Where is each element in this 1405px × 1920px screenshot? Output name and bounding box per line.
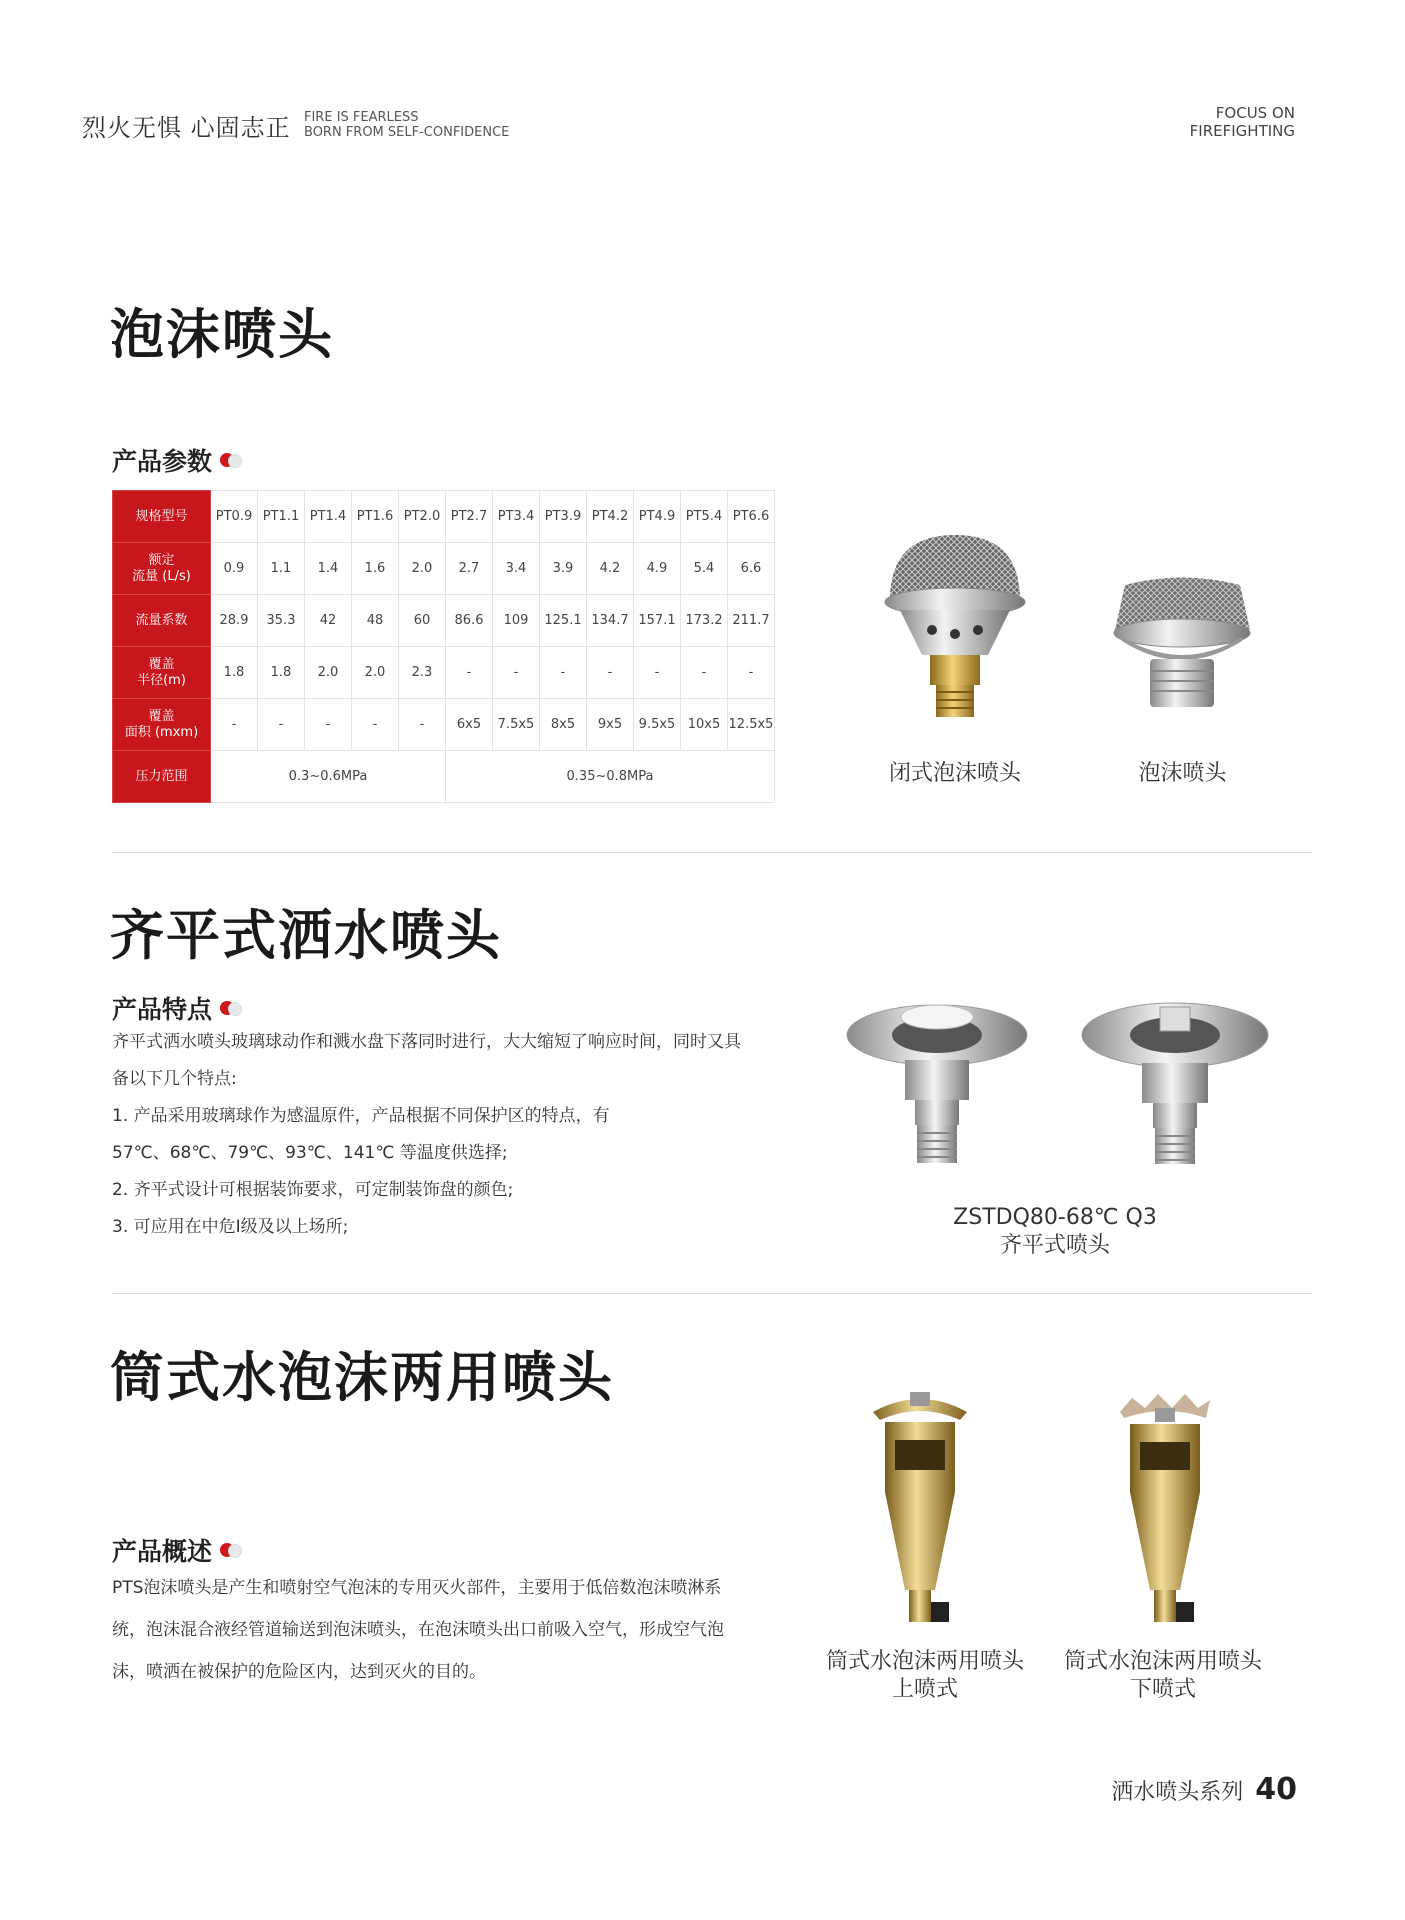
caption-line: ZSTDQ80-68℃ Q3 — [953, 1205, 1157, 1230]
table-cell: PT3.4 — [493, 491, 540, 543]
row-header: 规格型号 — [113, 491, 211, 543]
table-cell: PT2.0 — [399, 491, 446, 543]
row-header-line: 覆盖 — [148, 708, 175, 724]
table-cell: 1.8 — [258, 647, 305, 699]
row-header: 压力范围 — [113, 751, 211, 803]
table-cell: - — [681, 647, 728, 699]
table-cell: 109 — [493, 595, 540, 647]
table-cell: 2.3 — [399, 647, 446, 699]
table-cell: 0.3~0.6MPa — [211, 751, 446, 803]
table-row — [113, 543, 775, 595]
table-cell: 28.9 — [211, 595, 258, 647]
table-cell: 1.4 — [305, 543, 352, 595]
section-divider — [112, 1293, 1312, 1294]
table-cell: 2.7 — [446, 543, 493, 595]
row-header: 流量系数 — [113, 595, 211, 647]
table-cell: 8x5 — [540, 699, 587, 751]
section-flush-title: 齐平式洒水喷头 — [110, 904, 502, 967]
table-cell: - — [634, 647, 681, 699]
row-header-line: 半径(m) — [137, 672, 186, 688]
table-cell: 157.1 — [634, 595, 681, 647]
table-cell: PT4.2 — [587, 491, 634, 543]
table-cell: PT5.4 — [681, 491, 728, 543]
section-flush-subtitle — [112, 990, 244, 1026]
table-cell: PT1.4 — [305, 491, 352, 543]
red-dot-icon — [220, 453, 244, 467]
table-cell: 1.8 — [211, 647, 258, 699]
table-row — [113, 491, 775, 543]
dual-caption-pendent — [1048, 1648, 1278, 1704]
section-foam-subtitle — [112, 442, 244, 478]
flush-caption — [900, 1204, 1210, 1260]
header-slogan-en — [304, 110, 509, 140]
table-cell: 3.9 — [540, 543, 587, 595]
table-cell: 42 — [305, 595, 352, 647]
table-cell: - — [540, 647, 587, 699]
row-header-line: 面积 (mxm) — [124, 724, 199, 740]
table-cell: 4.2 — [587, 543, 634, 595]
table-cell: 125.1 — [540, 595, 587, 647]
slogan-en-line-1: FIRE IS FEARLESS — [304, 110, 419, 125]
table-cell: 134.7 — [587, 595, 634, 647]
table-cell: - — [352, 699, 399, 751]
table-cell: PT6.6 — [728, 491, 775, 543]
table-cell: 9x5 — [587, 699, 634, 751]
table-cell: 173.2 — [681, 595, 728, 647]
row-header-line: 流量 (L/s) — [132, 568, 191, 584]
caption-line: 筒式水泡沫两用喷头 — [825, 1649, 1024, 1674]
row-header-line: 额定 — [148, 552, 175, 568]
section-divider — [112, 852, 1312, 853]
text-line: PTS泡沫喷头是产生和喷射空气泡沫的专用灭火部件，主要用于低倍数泡沫喷淋系 — [112, 1578, 722, 1598]
table-cell: 86.6 — [446, 595, 493, 647]
table-cell: PT2.7 — [446, 491, 493, 543]
table-cell: 2.0 — [352, 647, 399, 699]
table-row — [113, 595, 775, 647]
flush-features-text — [112, 1024, 792, 1246]
caption-line: 齐平式喷头 — [999, 1233, 1110, 1258]
table-cell: - — [493, 647, 540, 699]
slogan-en-line-2: BORN FROM SELF-CONFIDENCE — [304, 125, 510, 140]
table-row — [113, 751, 775, 803]
section-dual-subtitle — [112, 1532, 244, 1568]
upright-dual-nozzle-image — [865, 1390, 975, 1630]
dual-caption-upright — [810, 1648, 1040, 1704]
table-cell: 35.3 — [258, 595, 305, 647]
table-cell: PT0.9 — [211, 491, 258, 543]
subtitle-text: 产品特点 — [112, 995, 213, 1024]
subtitle-text: 产品参数 — [112, 447, 213, 476]
table-cell: - — [305, 699, 352, 751]
dual-overview-text — [112, 1567, 802, 1693]
table-cell: 10x5 — [681, 699, 728, 751]
product-caption: 闭式泡沫喷头 — [888, 761, 1021, 786]
header-focus — [1190, 104, 1295, 140]
table-cell: - — [728, 647, 775, 699]
table-cell: - — [211, 699, 258, 751]
table-cell: 60 — [399, 595, 446, 647]
spec-table — [112, 490, 775, 803]
foam-nozzle-image — [1100, 575, 1265, 725]
table-row — [113, 699, 775, 751]
table-cell: 1.1 — [258, 543, 305, 595]
table-cell: 12.5x5 — [728, 699, 775, 751]
table-cell: PT4.9 — [634, 491, 681, 543]
closed-foam-nozzle-image — [870, 530, 1040, 730]
row-header — [113, 647, 211, 699]
focus-line-1: FOCUS ON — [1215, 104, 1295, 122]
red-dot-icon — [220, 1001, 244, 1015]
table-cell: 211.7 — [728, 595, 775, 647]
table-cell: 1.6 — [352, 543, 399, 595]
table-cell: - — [399, 699, 446, 751]
caption-line: 上喷式 — [891, 1677, 958, 1702]
table-cell: PT1.6 — [352, 491, 399, 543]
footer — [1111, 1772, 1297, 1807]
caption-line: 筒式水泡沫两用喷头 — [1063, 1649, 1262, 1674]
table-cell: 6.6 — [728, 543, 775, 595]
table-cell: 4.9 — [634, 543, 681, 595]
text-line: 统，泡沫混合液经管道输送到泡沫喷头，在泡沫喷头出口前吸入空气，形成空气泡 — [112, 1620, 724, 1640]
page-number: 40 — [1255, 1772, 1297, 1807]
row-header — [113, 543, 211, 595]
table-cell: 0.35~0.8MPa — [446, 751, 775, 803]
table-cell: PT1.1 — [258, 491, 305, 543]
subtitle-text: 产品概述 — [112, 1537, 213, 1566]
text-line: 3. 可应用在中危Ⅰ级及以上场所; — [112, 1217, 349, 1237]
table-cell: 7.5x5 — [493, 699, 540, 751]
red-dot-icon — [220, 1543, 244, 1557]
table-row — [113, 647, 775, 699]
text-line: 57℃、68℃、79℃、93℃、141℃ 等温度供选择; — [112, 1143, 508, 1163]
row-header-line: 覆盖 — [148, 656, 175, 672]
table-cell: - — [258, 699, 305, 751]
flush-sprinkler-image-2 — [1080, 995, 1270, 1170]
footer-series-label: 洒水喷头系列 — [1111, 1780, 1244, 1805]
text-line: 齐平式洒水喷头玻璃球动作和溅水盘下落同时进行，大大缩短了响应时间，同时又具 — [112, 1032, 741, 1052]
section-dual-title: 筒式水泡沫两用喷头 — [110, 1346, 614, 1409]
row-header — [113, 699, 211, 751]
pendent-dual-nozzle-image — [1110, 1390, 1220, 1630]
product-caption: 泡沫喷头 — [1138, 761, 1227, 786]
table-cell: 5.4 — [681, 543, 728, 595]
table-cell: PT3.9 — [540, 491, 587, 543]
text-line: 2. 齐平式设计可根据装饰要求，可定制装饰盘的颜色; — [112, 1180, 514, 1200]
table-cell: - — [446, 647, 493, 699]
caption-line: 下喷式 — [1129, 1677, 1196, 1702]
header-slogan: 烈火无惧 心固志正 — [82, 114, 291, 142]
text-line: 沫，喷洒在被保护的危险区内，达到灭火的目的。 — [112, 1662, 486, 1682]
table-cell: 2.0 — [399, 543, 446, 595]
table-cell: 0.9 — [211, 543, 258, 595]
table-cell: 2.0 — [305, 647, 352, 699]
focus-line-2: FIREFIGHTING — [1189, 122, 1295, 140]
flush-sprinkler-image-1 — [845, 995, 1030, 1170]
section-foam-title: 泡沫喷头 — [110, 303, 334, 366]
table-cell: - — [587, 647, 634, 699]
table-cell: 3.4 — [493, 543, 540, 595]
table-cell: 9.5x5 — [634, 699, 681, 751]
text-line: 备以下几个特点: — [112, 1069, 237, 1089]
table-cell: 48 — [352, 595, 399, 647]
table-cell: 6x5 — [446, 699, 493, 751]
text-line: 1. 产品采用玻璃球作为感温原件，产品根据不同保护区的特点，有 — [112, 1106, 610, 1126]
